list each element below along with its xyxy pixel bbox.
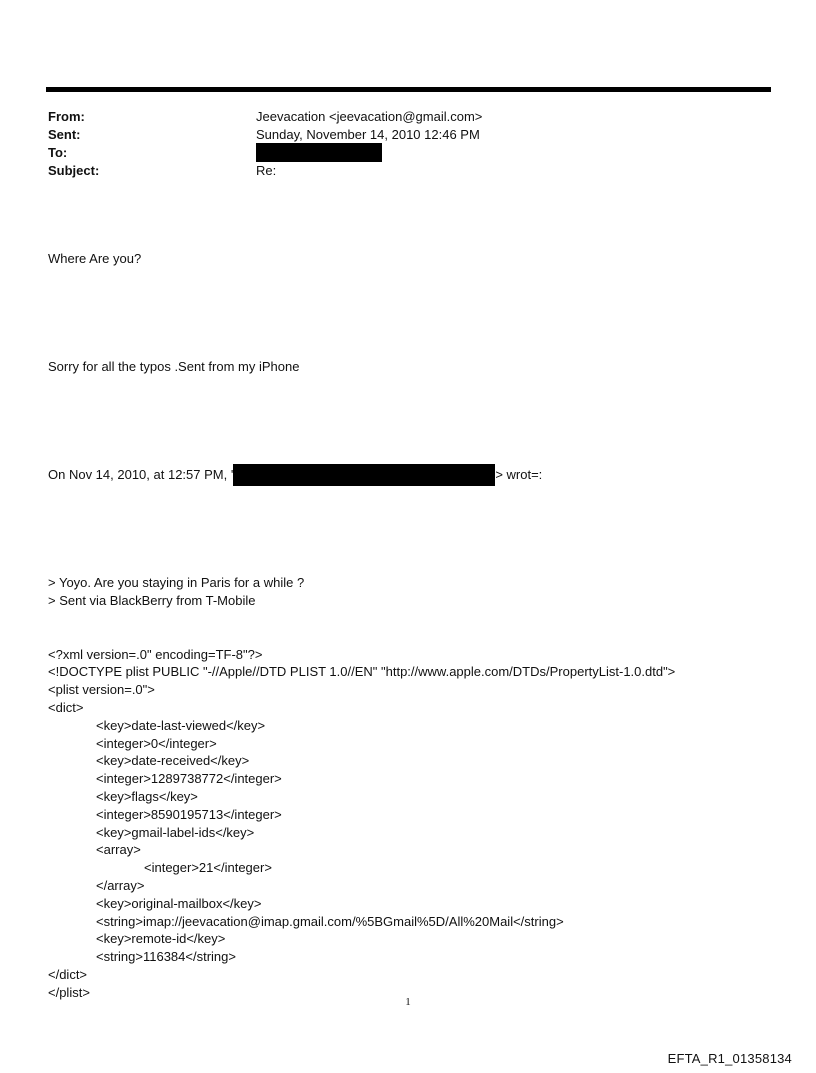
plist-line: <plist version=.0"> — [48, 682, 155, 698]
plist-line: <integer>21</integer> — [144, 860, 272, 876]
plist-line: <integer>0</integer> — [96, 735, 217, 751]
plist-line: </plist> — [48, 984, 90, 1000]
plist-line: <!DOCTYPE plist PUBLIC "-//Apple//DTD PLIST 1.0//EN" "http://www.apple.com/DTDs/PropertyList-1.0.dtd"> — [48, 664, 676, 680]
plist-line: <integer>1289738772</integer> — [96, 771, 282, 787]
plist-line: <array> — [96, 842, 141, 858]
from-value: Jeevacation <jeevacation@gmail.com> — [256, 109, 483, 124]
to-redaction — [256, 143, 382, 162]
quoted-line: > Sent via BlackBerry from T-Mobile — [48, 592, 256, 608]
quoted-message — [48, 574, 675, 610]
plist-block — [48, 646, 675, 1002]
sent-value: Sunday, November 14, 2010 12:46 PM — [256, 127, 480, 142]
quoted-line: > Yoyo. Are you staying in Paris for a while ? — [48, 575, 305, 590]
body-line-where: Where Are you? — [48, 251, 142, 266]
plist-line: <key>flags</key> — [96, 788, 198, 804]
header-divider — [46, 87, 771, 92]
sender-redaction — [233, 464, 495, 486]
plist-line: </array> — [96, 877, 145, 893]
quote-intro — [48, 466, 675, 484]
plist-line: <dict> — [48, 699, 84, 715]
quote-intro-suffix: > wrot=: — [495, 467, 543, 482]
subject-value: Re: — [256, 163, 277, 178]
page-number: 1 — [405, 996, 411, 1008]
plist-line: <integer>8590195713</integer> — [96, 806, 282, 822]
to-label: To: — [48, 145, 68, 160]
quote-intro-prefix: On Nov 14, 2010, at 12:57 PM, ' — [48, 467, 234, 482]
sent-label: Sent: — [48, 127, 81, 142]
plist-line: <key>date-last-viewed</key> — [96, 717, 266, 733]
from-label: From: — [48, 109, 85, 124]
to-value — [256, 144, 382, 162]
plist-line: <key>remote-id</key> — [96, 931, 226, 947]
plist-line: <?xml version=.0" encoding=TF-8"?> — [48, 646, 263, 662]
email-body — [48, 214, 675, 1020]
plist-line: <string>116384</string> — [96, 949, 236, 965]
subject-label: Subject: — [48, 163, 100, 178]
document-id: EFTA_R1_01358134 — [667, 1051, 792, 1066]
plist-line: <key>date-received</key> — [96, 753, 250, 769]
body-line-signature: Sorry for all the typos .Sent from my iPhone — [48, 359, 300, 374]
plist-line: <string>imap://jeevacation@imap.gmail.com/%5BGmail%5D/All%20Mail</string> — [96, 913, 564, 929]
plist-line: <key>gmail-label-ids</key> — [96, 824, 255, 840]
plist-line: </dict> — [48, 966, 88, 982]
plist-line: <key>original-mailbox</key> — [96, 895, 262, 911]
